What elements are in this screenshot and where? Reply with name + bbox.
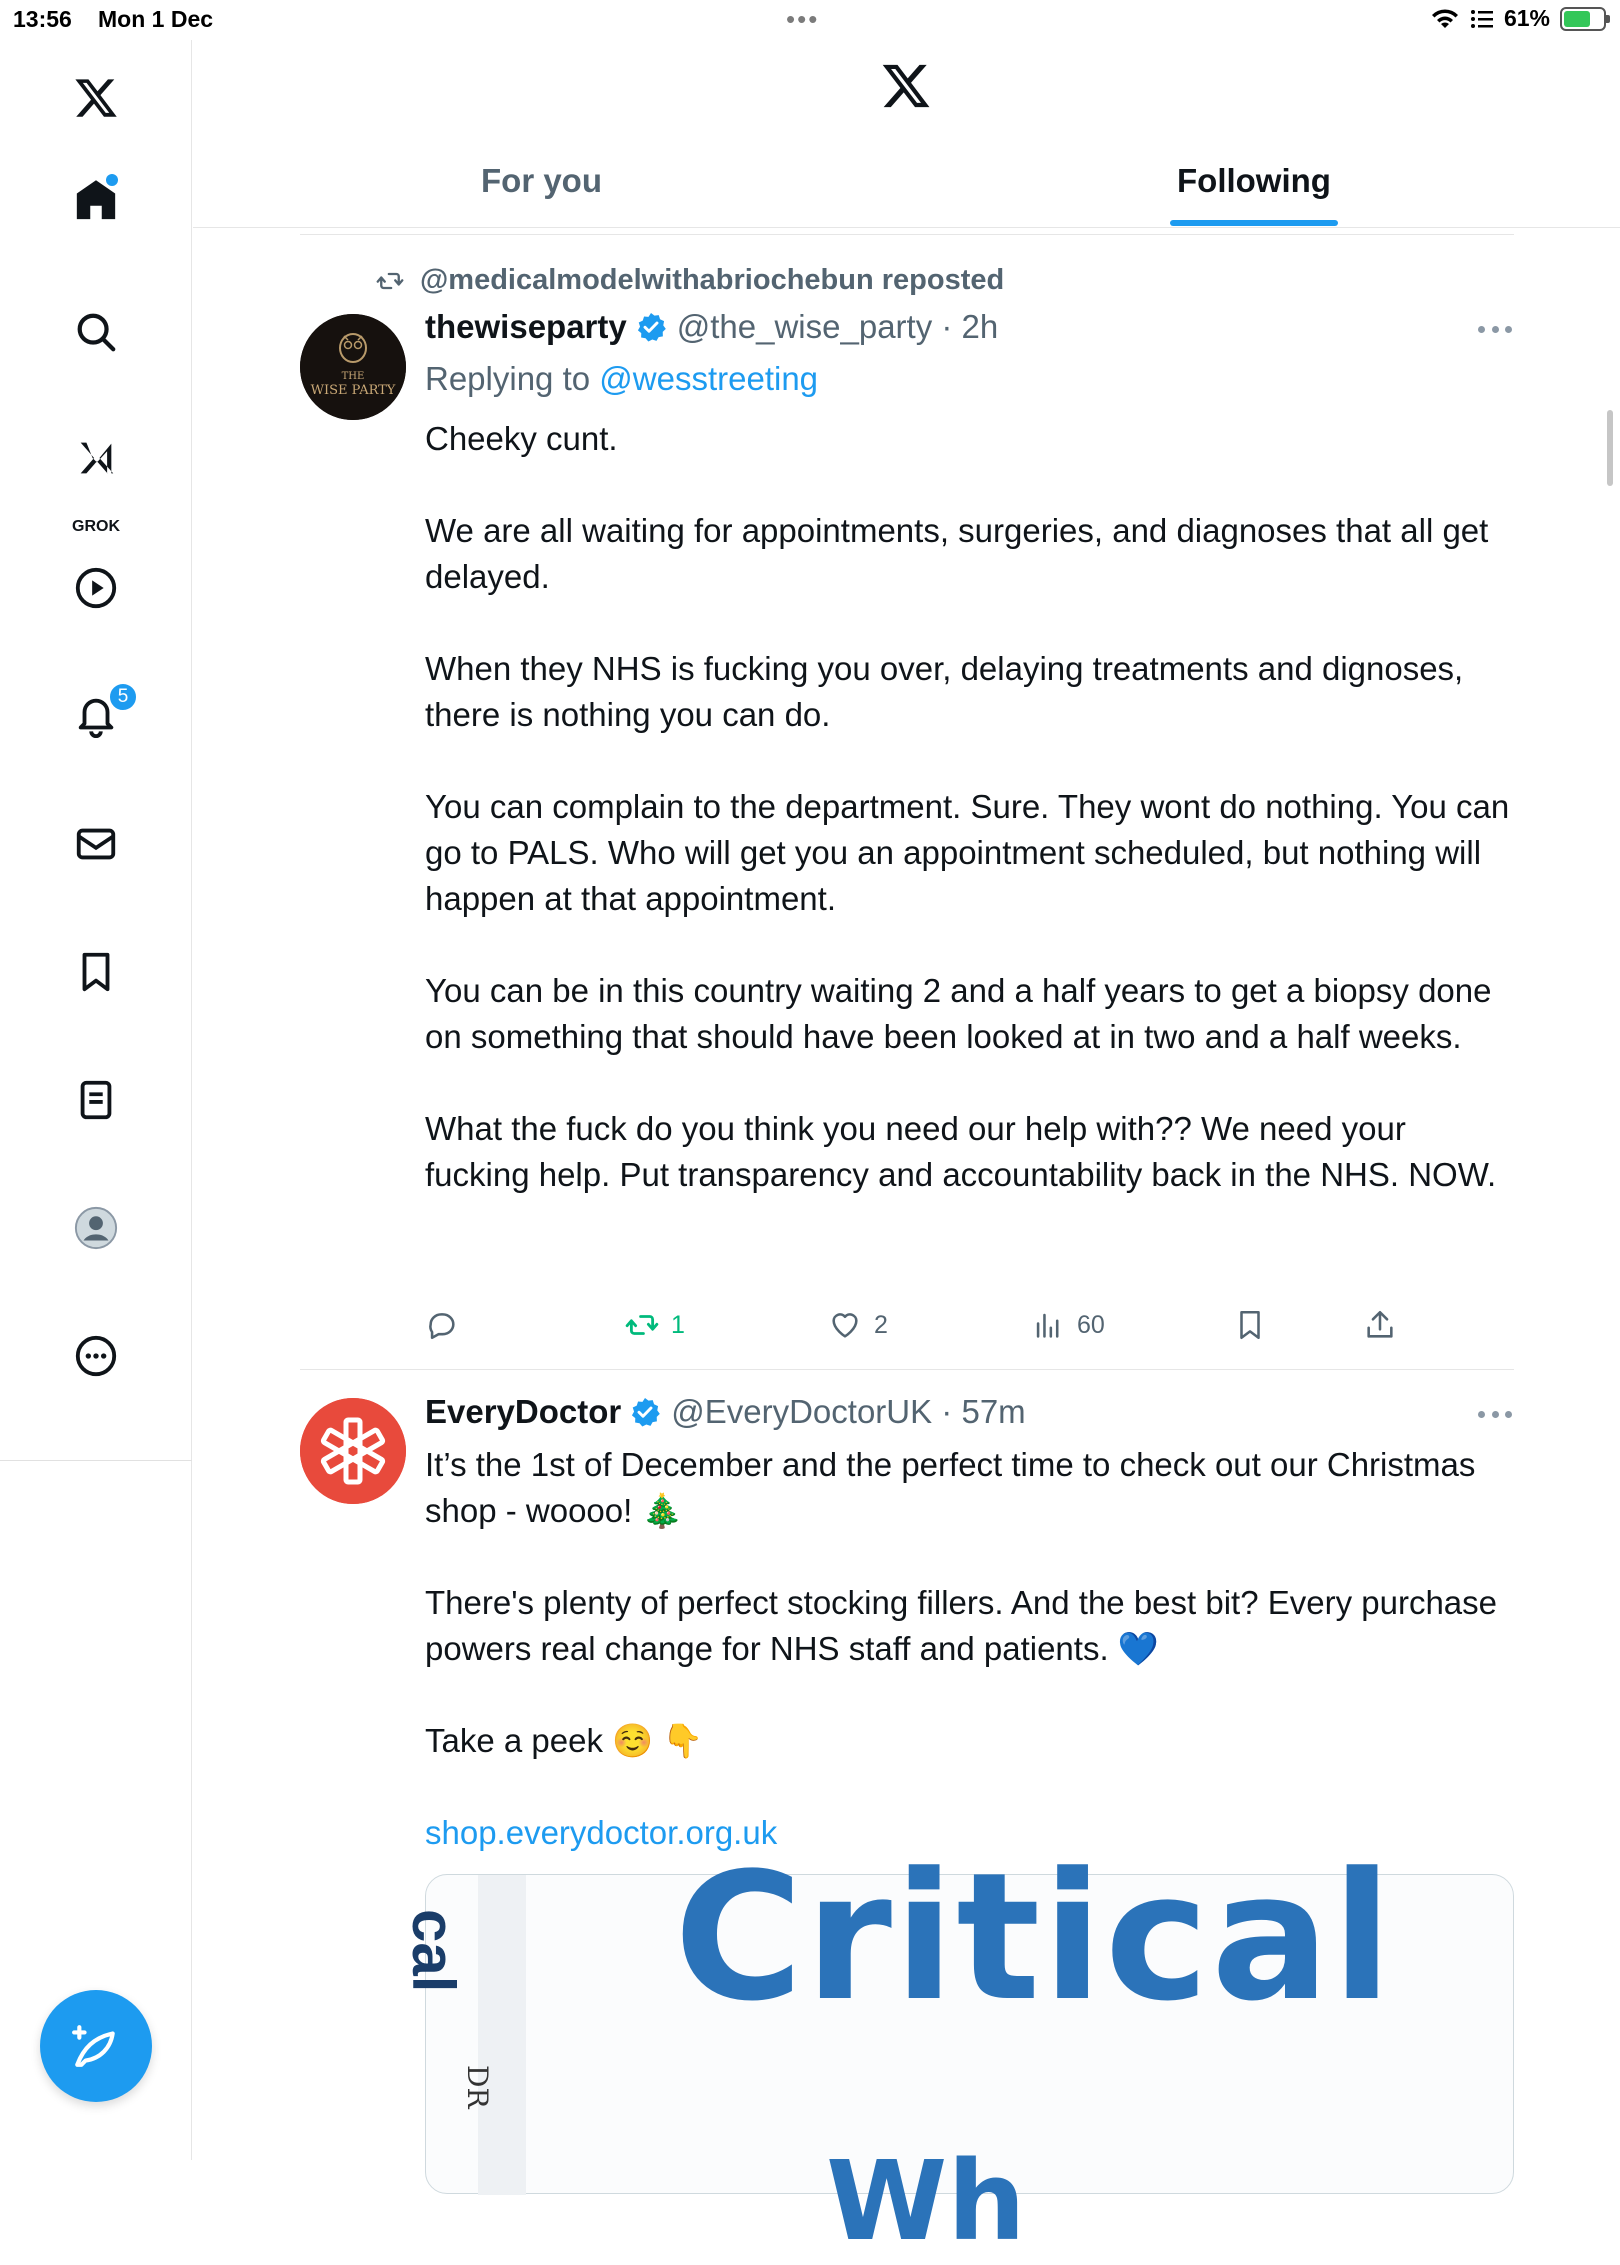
shop-link[interactable]: shop.everydoctor.org.uk [425,1814,778,1851]
tweet-actions [425,1308,1425,1348]
tweet-header [425,308,998,346]
views-button[interactable] [1031,1308,1105,1342]
tweet-author-name[interactable]: EveryDoctor [425,1393,622,1430]
repost-small-icon [374,267,406,295]
sidebar-divider [0,1460,192,1461]
lists-icon[interactable] [66,1070,126,1130]
tweet-paragraph: We are all waiting for appointments, surgeries, and diagnoses that all get delayed. [425,512,1489,595]
book-spine-author: DR [461,2065,494,2109]
bookmark-icon [1233,1308,1267,1342]
separator-dot: · [932,308,962,345]
tweet-time[interactable]: 2h [961,308,999,345]
tweet-more-icon[interactable] [1478,1411,1512,1421]
heart-icon [828,1308,862,1342]
multitasking-dots-icon[interactable]: ••• [786,4,820,34]
tab-following-underline [1170,220,1338,226]
book-title: Critical [674,1835,1395,2040]
status-time: 13:56 [13,6,72,32]
timeline-header [193,40,1620,228]
tweet-body [425,416,1515,1198]
profile-avatar-icon[interactable] [66,1198,126,1258]
tweet-paragraph: When they NHS is fucking you over, delaying treatments and dignoses, there is nothing you can do. [425,650,1464,733]
like-button[interactable] [828,1308,888,1342]
battery-percent: 61% [1503,5,1550,31]
separator-dot: · [932,1393,962,1430]
list-icon [1470,8,1494,30]
avatar-text-wise-party: WISE PARTY [310,383,396,398]
tweet-body [425,1442,1515,1856]
home-icon[interactable] [66,170,126,230]
like-count: 2 [874,1310,888,1339]
owl-logo-icon [300,314,406,420]
video-icon[interactable] [66,558,126,618]
replying-to [425,360,818,398]
tweet-author-handle[interactable]: @the_wise_party [676,308,933,345]
grok-icon[interactable] [66,428,126,488]
battery-icon [1560,7,1606,31]
everydoctor-avatar[interactable] [300,1398,406,1504]
messages-mail-icon[interactable] [66,814,126,874]
replying-to-link[interactable]: @wesstreeting [599,360,819,397]
home-unread-dot [106,174,118,186]
tweet-header [425,1393,1026,1431]
tweet-author-handle[interactable]: @EveryDoctorUK [671,1393,933,1430]
book-subtitle-partial: Wh [826,2137,1026,2265]
tab-following[interactable]: Following [1177,162,1331,199]
compose-feather-icon [71,2021,121,2071]
repost-indicator[interactable] [374,264,1004,297]
notifications-bell-icon[interactable] [66,686,129,746]
scrollbar[interactable] [1607,410,1613,486]
tweet-paragraph: You can be in this country waiting 2 and a half years to get a biopsy done on something that should have been looked at in two and a half weeks. [425,972,1492,1055]
sidebar [0,40,192,2160]
tweet-more-icon[interactable] [1478,326,1512,336]
x-header-logo-icon [880,60,932,117]
replying-prefix: Replying to [425,360,591,397]
x-logo-icon[interactable] [66,68,126,128]
status-bar [0,0,1620,40]
tab-for-you[interactable]: For you [481,162,602,199]
reply-button[interactable] [425,1308,459,1342]
share-icon [1363,1308,1397,1342]
tweet-paragraph: What the fuck do you think you need our help with?? We need your fucking help. Put transparency and accountability back in the NHS. NOW. [425,1110,1497,1193]
tweet-paragraph: Take a peek ☺️ 👇 [425,1722,704,1759]
tweet-paragraph: Cheeky cunt. [425,420,618,457]
repost-button[interactable] [625,1308,685,1342]
verified-badge-icon [635,311,667,343]
bookmarks-icon[interactable] [66,942,126,1002]
repost-label: @medicalmodelwithabriochebun reposted [420,264,1005,296]
views-count: 60 [1077,1310,1105,1339]
compose-post-button[interactable] [40,1990,152,2102]
link-preview-card[interactable] [400,1835,1514,2265]
tweet-paragraph: You can complain to the department. Sure. They wont do nothing. You can go to PALS. Who will get you an appointment scheduled, but nothing will happen at that appointment. [425,788,1510,917]
views-chart-icon [1031,1308,1065,1342]
book-spine-title: cal [400,1909,467,1993]
feed-divider [300,234,1514,235]
share-button[interactable] [1363,1308,1397,1342]
feed-divider [300,1369,1514,1370]
repost-icon [625,1308,659,1342]
verified-badge-icon [629,1396,661,1428]
tweet-author-name[interactable]: thewiseparty [425,308,627,345]
grok-label: GROK [72,518,120,535]
everydoctor-logo-icon [300,1398,406,1504]
tweet-paragraph: It’s the 1st of December and the perfect time to check out our Christmas shop - woooo! 🎄 [425,1446,1476,1529]
thewiseparty-avatar[interactable] [300,314,406,420]
tweet-paragraph: There's plenty of perfect stocking fillers. And the best bit? Every purchase powers real change for NHS staff and patients. 💙 [425,1584,1498,1667]
reply-icon [425,1308,459,1342]
repost-count: 1 [671,1310,685,1339]
avatar-text-the: THE [341,371,365,382]
search-icon[interactable] [66,302,126,362]
more-options-icon[interactable] [66,1326,126,1386]
book-spine [478,1875,526,2195]
wifi-icon [1430,7,1460,31]
status-date: Mon 1 Dec [98,6,214,32]
bookmark-button[interactable] [1233,1308,1267,1342]
notifications-badge: 5 [108,682,138,712]
tweet-time[interactable]: 57m [961,1393,1026,1430]
